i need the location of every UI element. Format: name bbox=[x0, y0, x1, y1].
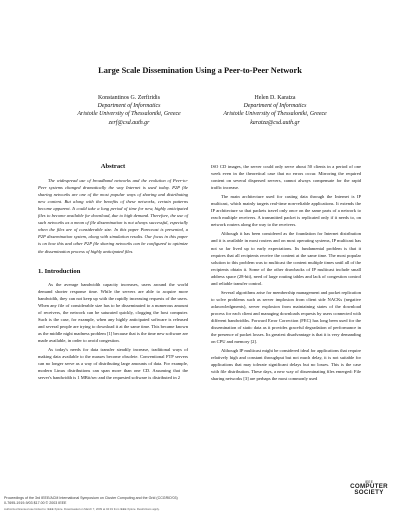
logo-line-2: SOCIETY bbox=[354, 489, 384, 497]
body-paragraph: Although IP multicast might be considered ideal for applications that require relatively high and constant throughput but not much delay, it is not suitable for applications that may tolerate significant delays but no losses. This is the case with file distribution. These days, a new way of disseminating files emerged: File sharing networks [3] are perhaps the most commonly used bbox=[211, 348, 361, 382]
body-paragraph: ISO CD images, the server could only serve about 50 clients in a period of one week even in the theoretical case that no errors occur. Mirroring the required content on several dispersed servers, cannot always compensate for the rapid traffic increase. bbox=[211, 164, 361, 191]
proceedings-footer bbox=[4, 496, 334, 512]
body-paragraph: As the average bandwidth capacity increases, users around the world demand shorter response time. While the servers are able to acquire more bandwidth, they can not keep up with the rapidly increasing requests of the users. When any file of considerable size has to be disseminated to a numerous amount of receivers, the network can be saturated quickly, clogging the host computer. Such is the case, for example, when any highly anticipated software is released and several people are trying to download it at the same time. This became known as the middle night madness problem [1] because that is the time new software are made available, in order to avoid congestion. bbox=[38, 281, 189, 343]
author-block-1 bbox=[44, 94, 214, 127]
author-affiliation: Aristotle University of Thessaloniki, Greece bbox=[223, 111, 327, 118]
ieee-computer-society-logo bbox=[350, 480, 388, 506]
author-email: karatza@csd.auth.gr bbox=[250, 119, 300, 126]
footer-proceedings-line: Proceedings of the 3rd IEEE/ACM International Symposium on Cluster Computing and the Grid (CCGRID'03) bbox=[4, 496, 178, 501]
abstract-text: The widespread use of broadband networks and the evolution of Peer-to-Peer systems changed dramatically the way Internet is used today. P2P file sharing networks are one of the most popular ways of sharing and distributing new content. But along with the benefits of these networks, certain patterns become apparent. It could take a long period of time for new, highly anticipated files to become available for download, due to high demand. Therefore, the use of such networks as a mean of file dissemination is not always successful, especially when the files are of considerable size. In this paper Pareceast is presented, a P2P dissemination system, along with simulation results. Our focus in this paper is on how this and other P2P file sharing networks can be configured to optimize the dissemination process of highly anticipated files. bbox=[38, 178, 188, 254]
author-department: Department of Informatics bbox=[243, 103, 307, 110]
body-paragraph: Several algorithms arise for membership management and packet replication to solve problems such as server implosion from client side NACKs (negative acknowledgments), server explosion from maintaining states of the download process for each client and managing downloads requests by users connected with different bandwidths. Forward Error Correction (FEC) has long been used for the dissemination of static data as it provides graceful degradation of performance in the presence of packet losses. Its greatest disadvantage is that it is very demanding on CPU and memory [2]. bbox=[211, 289, 362, 345]
body-paragraph: As today's needs for data transfer steadily increase, traditional ways of making data available to the masses become obsolete. Conventional FTP servers can no longer serve as a way of distributing large amounts of data. For example, modern Linux distributions can span more than one CD. Assuming that the server's bandwidth is 1 MBit/sec and the requested software is distributed in 2 bbox=[38, 347, 188, 381]
logo-top-text: IEEE bbox=[364, 480, 374, 484]
paper-title: Large Scale Dissemination Using a Peer-to-Peer Network bbox=[98, 66, 302, 75]
author-name: Konstantinos G. Zerfiridis bbox=[97, 95, 160, 101]
author-block-2 bbox=[190, 94, 360, 127]
logo-line-1: COMPUTER bbox=[350, 483, 388, 490]
body-paragraph: The main architecture used for casting data through the Internet is IP multicast, which mainly targets real-time non-reliable applications. It extends the IP architecture so that packets travel only once on the same parts of a network to reach multiple receivers. A transmitted packet is replicated only if it needs to, on network routers along the way to the receivers. bbox=[211, 194, 361, 228]
footer-license-notice: Authorized licensed use limited to: IEEE Xplore. Downloaded on March 7, 2009 at 04:19 from IEEE Xplore. Restrictions apply. bbox=[4, 507, 160, 512]
author-department: Department of Informatics bbox=[97, 103, 161, 110]
right-column bbox=[211, 163, 361, 382]
abstract-heading: Abstract bbox=[100, 163, 126, 170]
author-name: Helen D. Karatza bbox=[254, 95, 296, 101]
author-affiliation: Aristotle University of Thessaloniki, Greece bbox=[77, 111, 181, 118]
body-paragraph: Although it has been considered as the foundation for Internet distribution and it is available in most routers and on most operating systems, IP multicast has not so far lived up to early expectations. Its fundamental problem is that it requires that all recipients receive the content at the same time. The most popular solution to this problem was to multicast the content multiple times until all of the recipients obtain it. Some of the other drawbacks of IP multicast include small address space (28-bit), need of large routing tables and lack of congestion control and reliable transfer control. bbox=[211, 231, 361, 286]
section-heading-introduction: 1. Introduction bbox=[38, 267, 81, 275]
left-column bbox=[38, 163, 188, 381]
author-email: zerf@csd.auth.gr bbox=[108, 119, 150, 126]
footer-copyright-line: 0-7695-1919-9/03 $17.00 © 2003 IEEE bbox=[4, 500, 67, 505]
